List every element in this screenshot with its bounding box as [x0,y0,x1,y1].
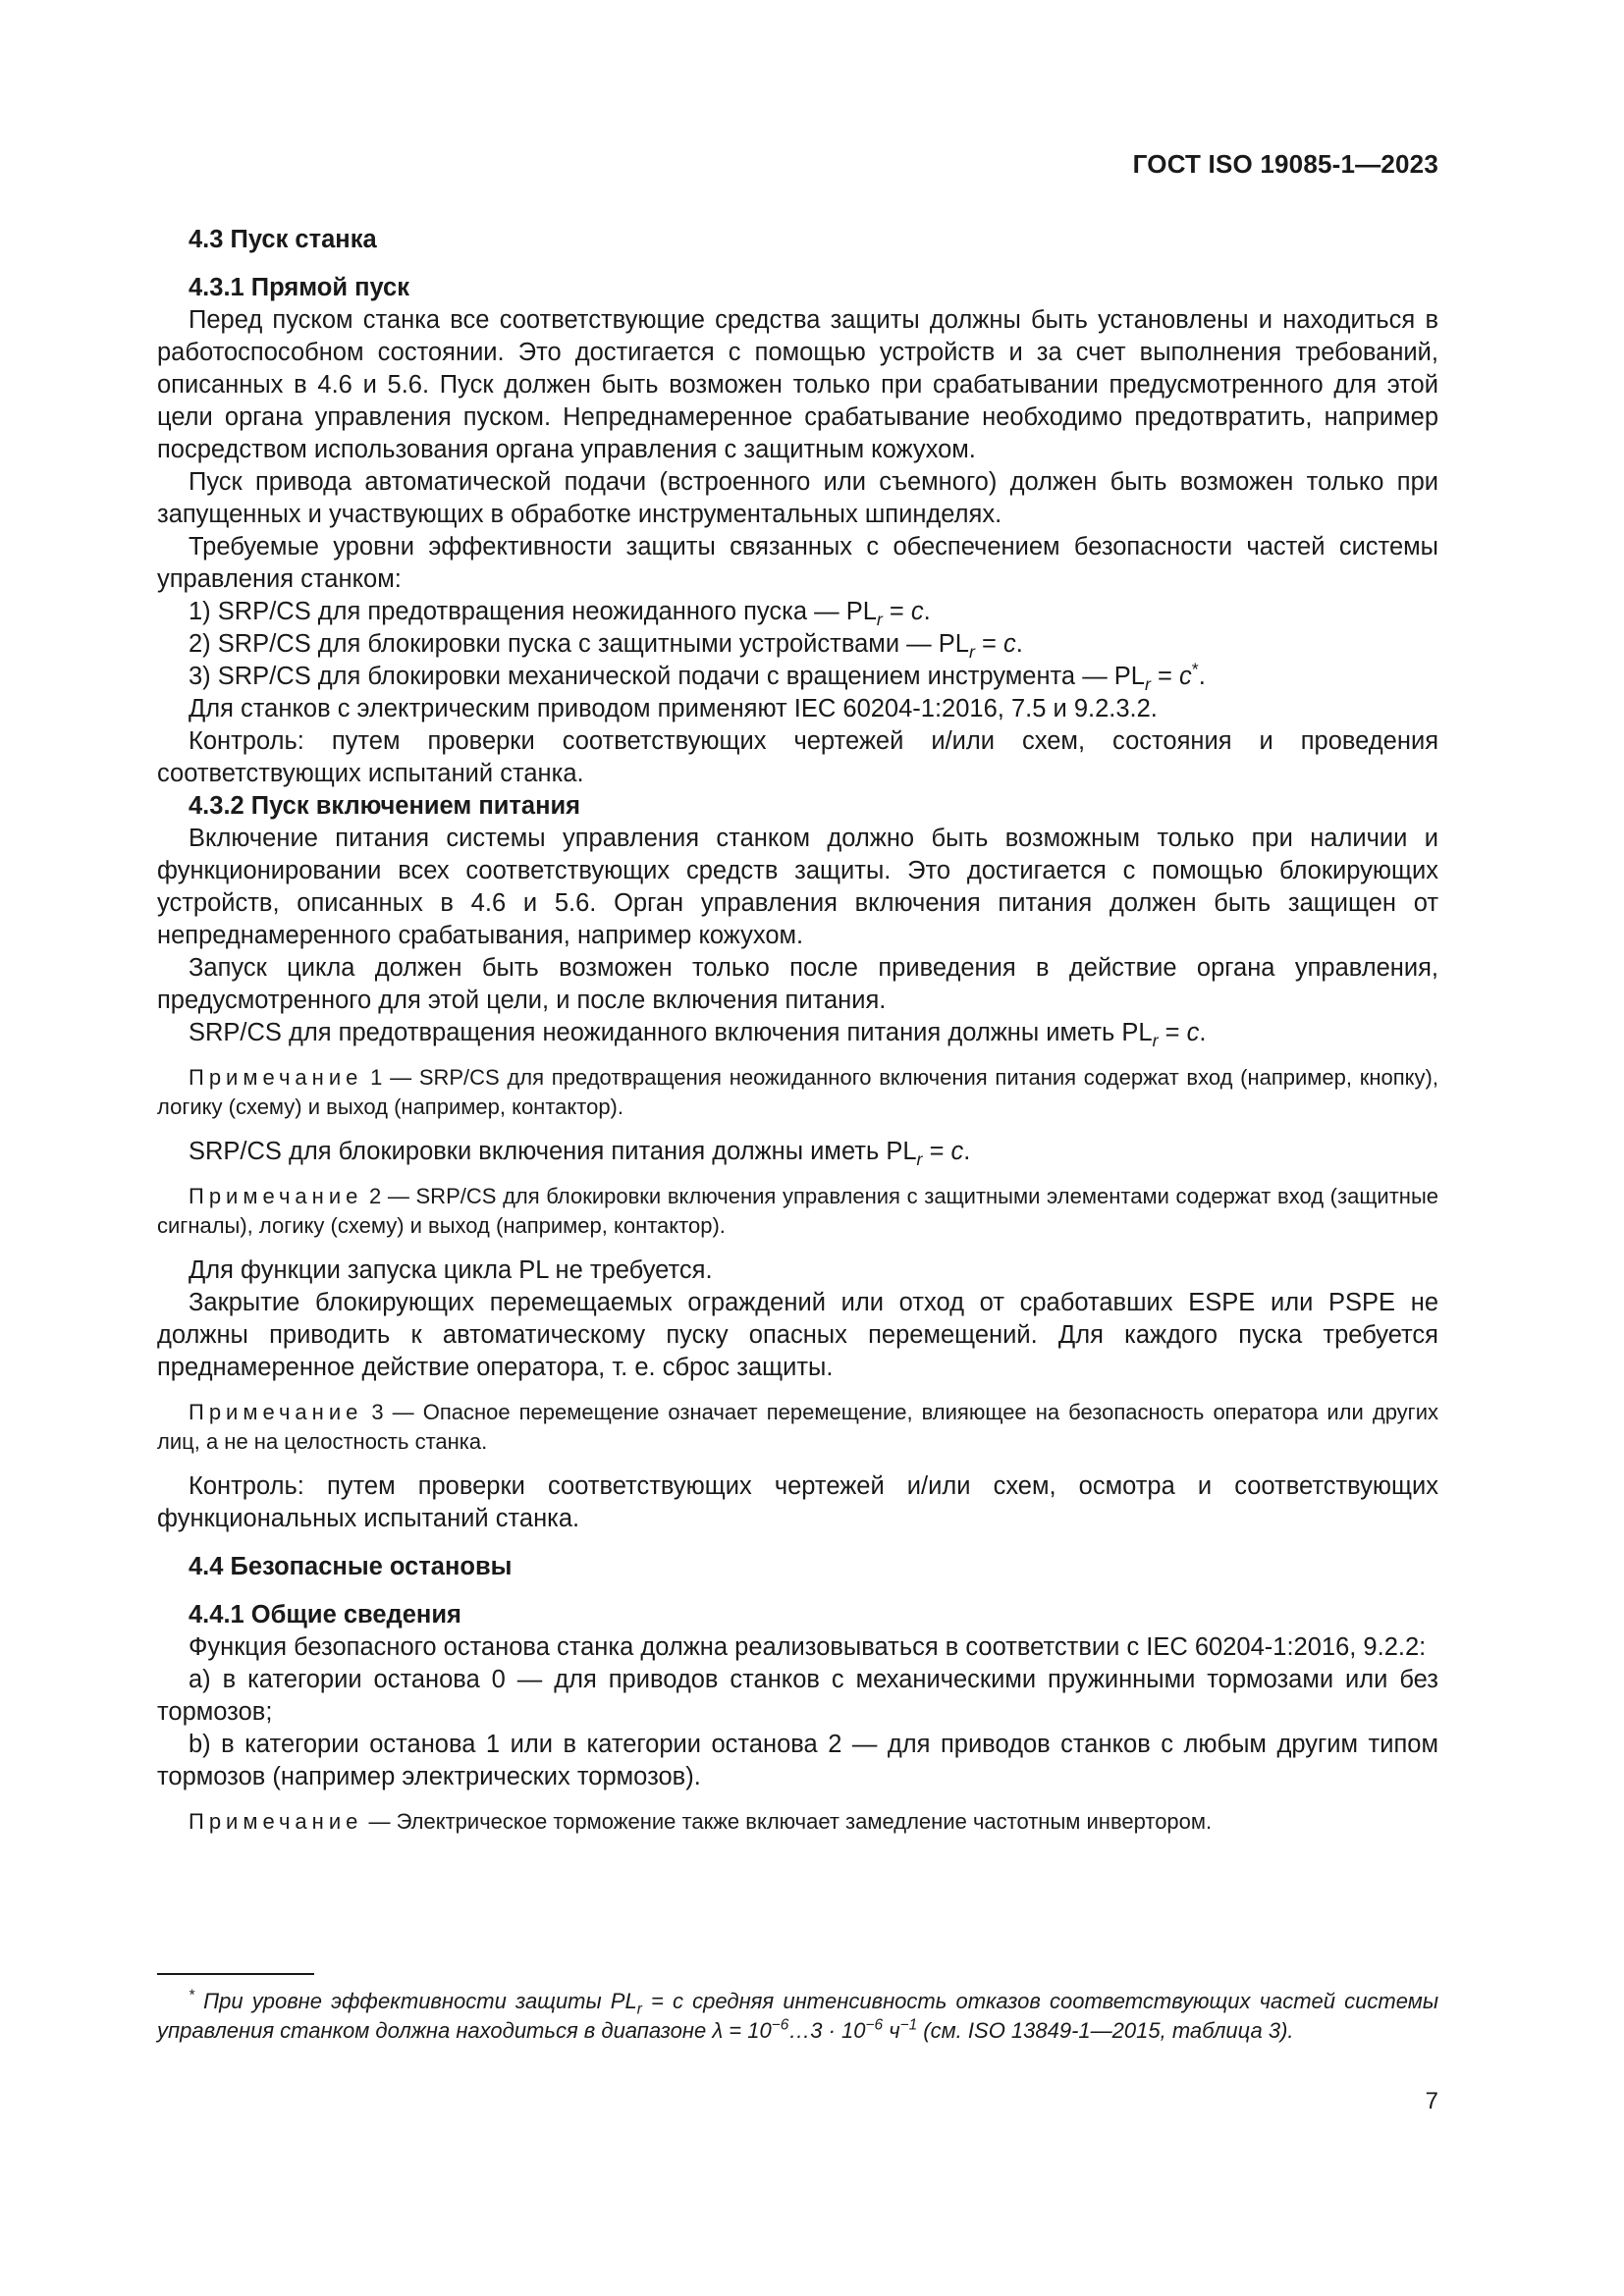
footnote-reference: * [1191,659,1199,679]
section-4-4-title: 4.4 Безопасные остановы [189,1553,513,1580]
note: Примечание — Электрическое торможение также включает замедление частотным инвертором. [189,1809,1213,1834]
list-item-2: 2) SRP/CS для блокировки пуска с защитными устройствами — $PL_r = c$. [189,630,1023,663]
footnote-separator [157,1973,314,1975]
section-4-4-1-title: 4.4.1 Общие сведения [189,1601,461,1629]
paragraph: SRP/CS для предотвращения неожиданного включения питания должны иметь $PL_r = c$. [189,1019,1207,1051]
paragraph: Закрытие блокирующих перемещаемых ограждений или отход от сработавших ESPE или PSPE не должны приводить к автоматическому пуску опасных перемещений. Для каждого пуска требуется преднамеренное действие оператора, т. е. сброс защиты. [157,1289,1438,1381]
document-header: ГОСТ ISO 19085-1—2023 [1132,149,1438,179]
list-item-3: 3) SRP/CS для блокировки механической подачи с вращением инструмента — $PL_r = c^*$. [189,659,1206,695]
paragraph: Функция безопасного останова станка должна реализовываться в соответствии с IEC 60204-1:2016, 9.2.2: [189,1633,1427,1661]
section-4-3-1-title: 4.3.1 Прямой пуск [189,274,410,301]
paragraph: Для функции запуска цикла PL не требуется. [189,1256,713,1284]
paragraph: Требуемые уровни эффективности защиты связанных с обеспечением безопасности частей системы управления станком: [157,533,1438,593]
paragraph: Контроль: путем проверки соответствующих чертежей и/или схем, осмотра и соответствующих функциональных испытаний станка. [157,1472,1438,1532]
list-item-b: b) в категории останова 1 или в категории останова 2 — для приводов станков с любым другим типом тормозов (например электрических тормозов). [157,1731,1438,1790]
footnote: * При уровне эффективности защиты $PL_r = c$ средняя интенсивность отказов соответствующих частей системы управления станком должна находиться в диапазоне $\lambda = 10^{-6}\dots 3 \cdot 10^{-6}$ $ч^{-1}$ (см. ISO 13849-1—2015, таблица 3). [157,1987,1439,2043]
list-item-a: a) в категории останова 0 — для приводов станков с механическими пружинными тормозами или без тормозов; [157,1666,1438,1726]
paragraph: Запуск цикла должен быть возможен только после приведения в действие органа управления, предусмотренного для этой цели, и после включения питания. [157,954,1438,1014]
note-3: Примечание 3 — Опасное перемещение означает перемещение, влияющее на безопасность оператора или других лиц, а не на целостность станка. [157,1400,1438,1454]
paragraph: SRP/CS для блокировки включения питания должны иметь $PL_r = c$. [189,1138,971,1170]
paragraph: Перед пуском станка все соответствующие средства защиты должны быть установлены и находиться в работоспособном состоянии. Это достигается с помощью устройств и за счет выполнения требований, описанных в 4.6 и 5.6. Пуск должен быть возможен только при срабатывании предусмотренного для этой цели органа управления пуском. Непреднамеренное срабатывание необходимо предотвратить, например посредством использования органа управления с защитным кожухом. [157,306,1438,463]
paragraph: Пуск привода автоматической подачи (встроенного или съемного) должен быть возможен только при запущенных и участвующих в обработке инструментальных шпинделях. [157,468,1438,528]
section-4-3-2-title: 4.3.2 Пуск включением питания [189,792,581,820]
page-number: 7 [1425,2088,1438,2114]
list-item-1: 1) SRP/CS для предотвращения неожиданного пуска — $PL_r = c$. [189,598,931,630]
document-body [157,224,1438,1850]
section-4-3-title: 4.3 Пуск станка [189,226,377,253]
paragraph: Для станков с электрическим приводом применяют IEC 60204-1:2016, 7.5 и 9.2.3.2. [189,695,1158,722]
paragraph: Включение питания системы управления станком должно быть возможным только при наличии и функционировании всех соответствующих средств защиты. Это достигается с помощью блокирующих устройств, описанных в 4.6 и 5.6. Орган управления включения питания должен быть защищен от непреднамеренного срабатывания, например кожухом. [157,825,1438,949]
note-2: Примечание 2 — SRP/CS для блокировки включения управления с защитными элементами содержат вход (защитные сигналы), логику (схему) и выход (например, контактор). [157,1184,1438,1238]
note-1: Примечание 1 — SRP/CS для предотвращения неожиданного включения питания содержат вход (например, кнопку), логику (схему) и выход (например, контактор). [157,1065,1438,1119]
paragraph: Контроль: путем проверки соответствующих чертежей и/или схем, состояния и проведения соответствующих испытаний станка. [157,727,1438,787]
